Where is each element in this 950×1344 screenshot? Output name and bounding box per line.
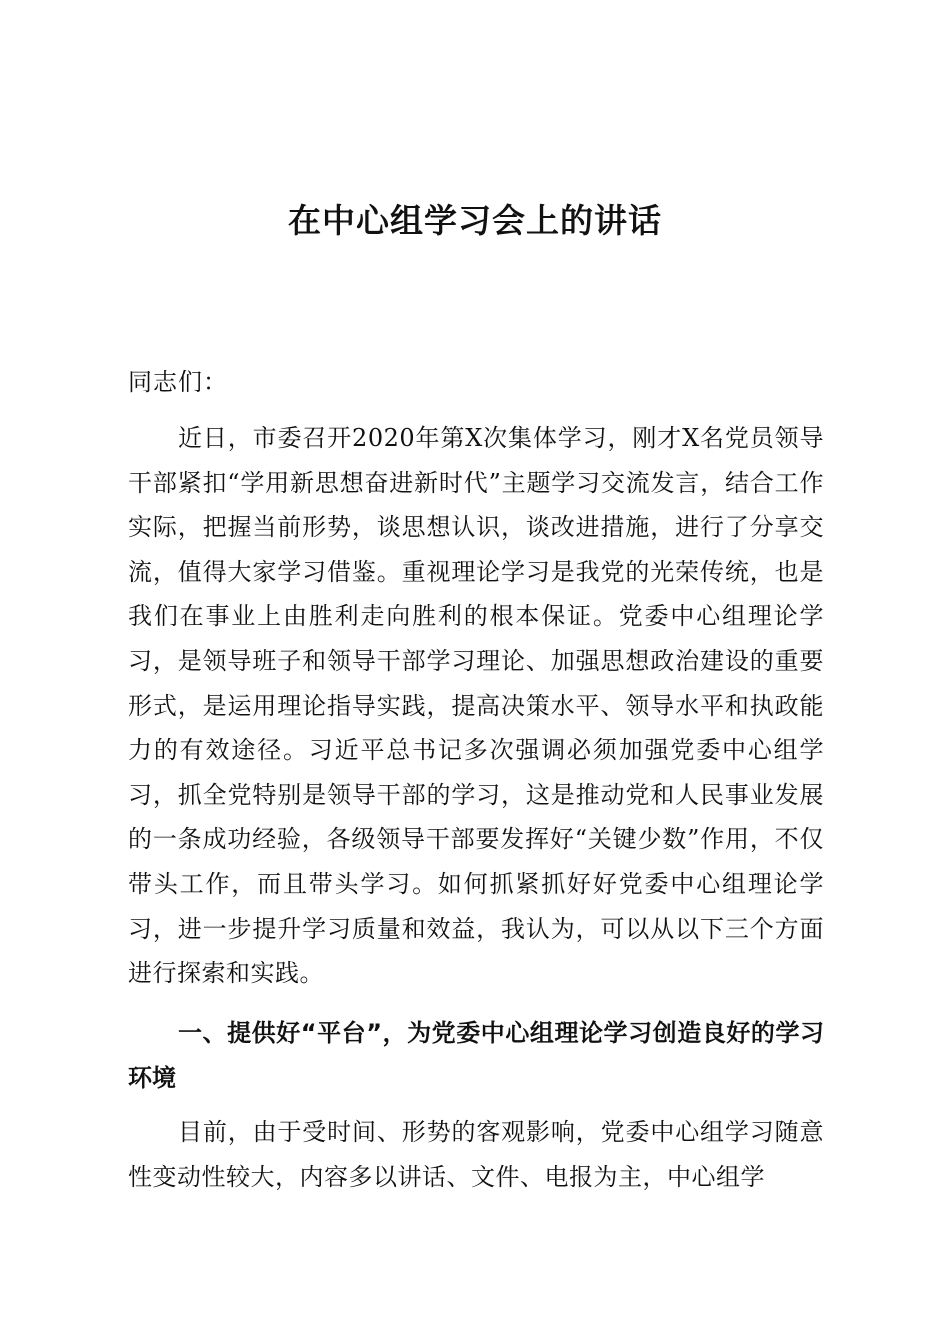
body-paragraph-1: 近日，市委召开2020年第X次集体学习，刚才X名党员领导干部紧扣“学用新思想奋进新时代”主题学习交流发言，结合工作实际，把握当前形势，谈思想认识，谈改进措施，进行了分享交流，值得大家学习借鉴。重视理论学习是我党的光荣传统，也是我们在事业上由胜利走向胜利的根本保证。党委中心组理论学习，是领导班子和领导干部学习理论、加强思想政治建设的重要形式，是运用理论指导实践，提高决策水平、领导水平和执政能力的有效途径。习近平总书记多次强调必须加强党委中心组学习，抓全党特别是领导干部的学习，这是推动党和人民事业发展的一条成功经验，各级领导干部要发挥好“关键少数”作用，不仅带头工作，而且带头学习。如何抓紧抓好好党委中心组理论学习，进一步提升学习质量和效益，我认为，可以从以下三个方面进行探索和实践。 [128, 424, 824, 988]
body-paragraph-2: 目前，由于受时间、形势的客观影响，党委中心组学习随意性变动性较大，内容多以讲话、文件、电报为主，中心组学 [128, 1118, 824, 1191]
document-title: 在中心组学习会上的讲话 [288, 201, 662, 240]
section-heading-1: 一、提供好“平台”，为党委中心组理论学习创造良好的学习环境 [128, 1019, 824, 1092]
salutation: 同志们： [128, 368, 228, 396]
